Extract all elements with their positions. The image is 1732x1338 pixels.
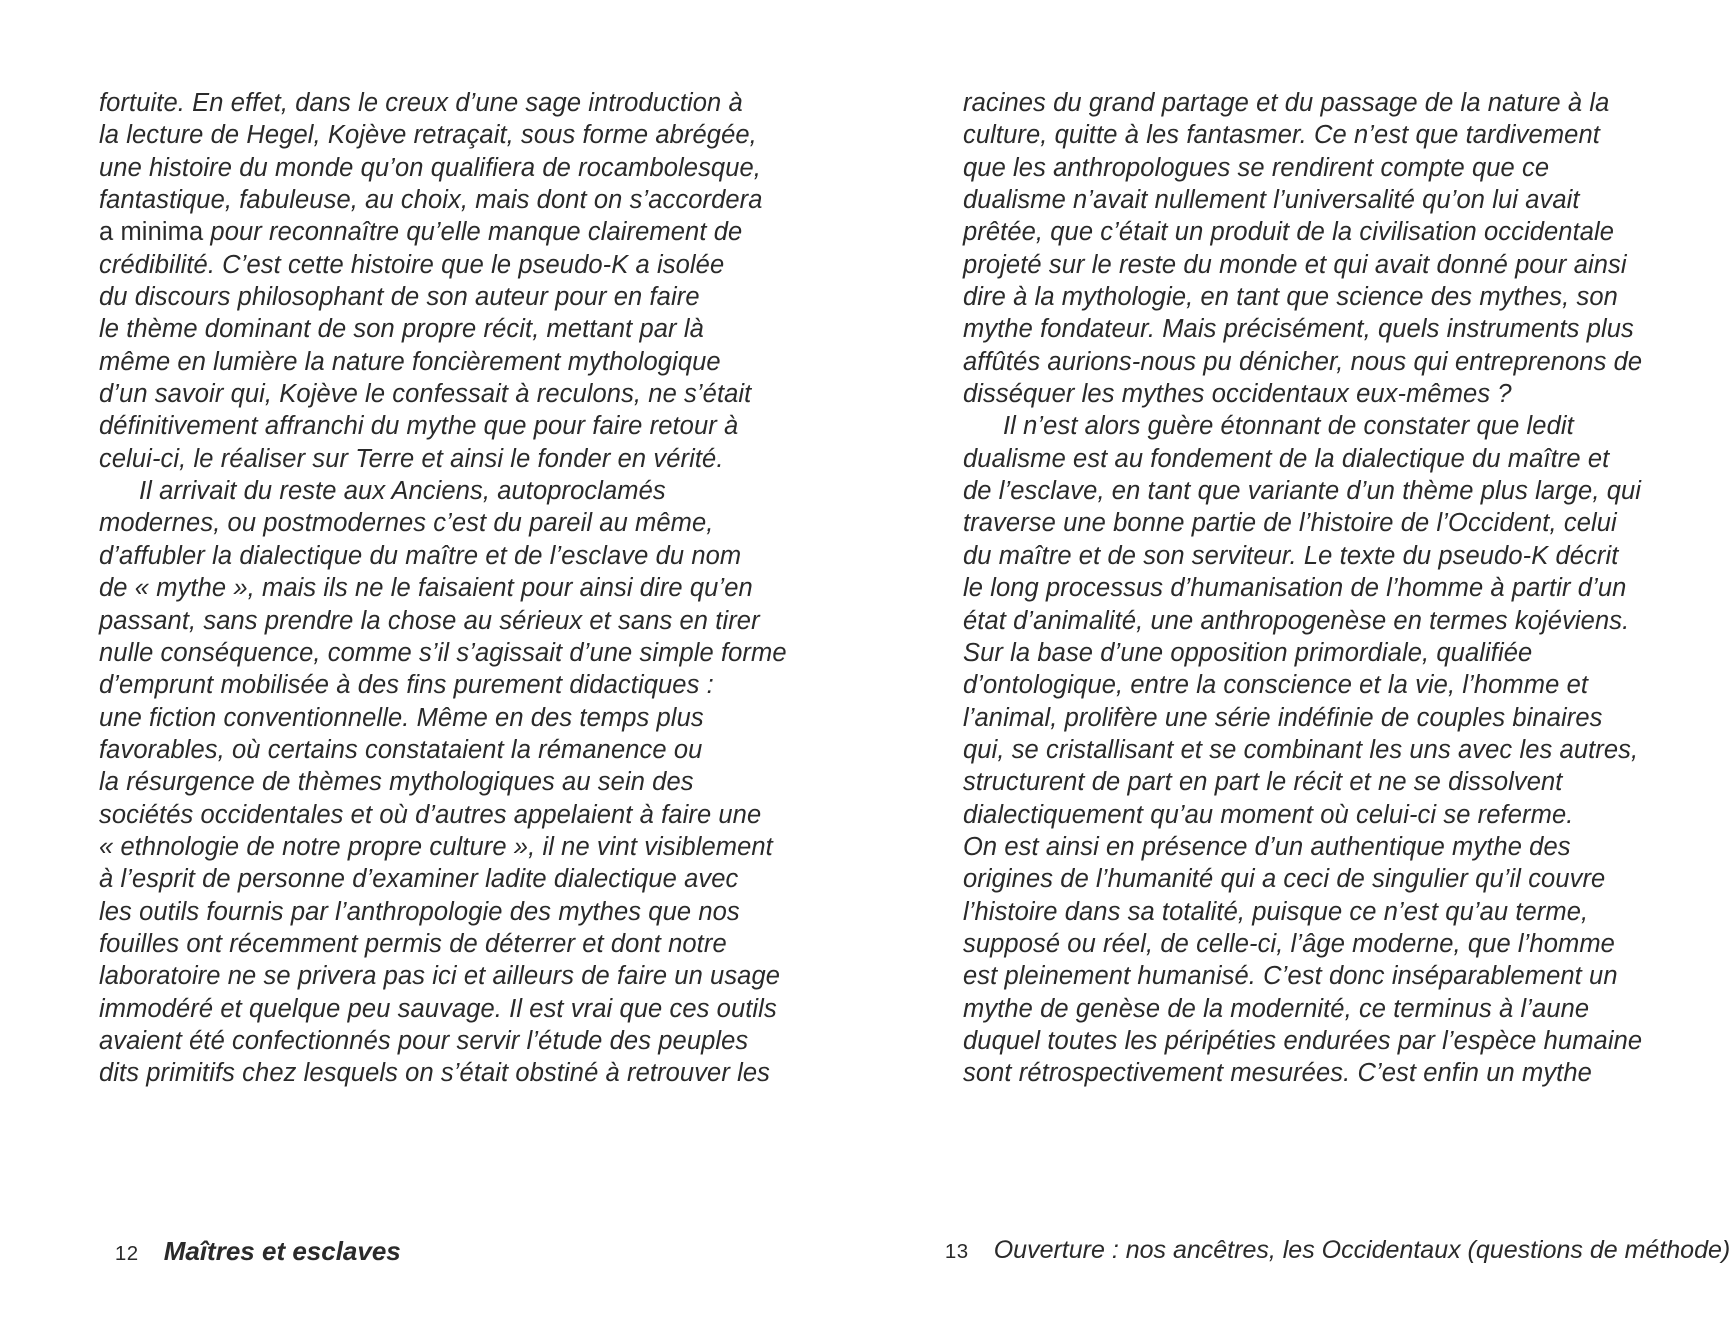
text-line: qui, se cristallisant et se combinant les uns avec les autres, <box>963 735 1639 764</box>
text-line: a minima pour reconnaître qu’elle manque clairement de <box>99 218 743 247</box>
text-line: affûtés aurions-nous pu dénicher, nous qui entreprenons de <box>963 347 1643 376</box>
text-line: dire à la mythologie, en tant que science des mythes, son <box>963 283 1618 312</box>
right-page-footer <box>931 1207 1730 1265</box>
text-line: disséquer les mythes occidentaux eux-mêmes ? <box>963 380 1512 409</box>
text-line: d’un savoir qui, Kojève le confessait à reculons, ne s’était <box>99 380 752 409</box>
text-line: Il arrivait du reste aux Anciens, autoproclamés <box>139 477 666 506</box>
text-line: sociétés occidentales et où d’autres appelaient à faire une <box>99 800 762 829</box>
text-line: dualisme n’avait nullement l’universalité qu’on lui avait <box>963 186 1580 215</box>
text-line: favorables, où certains constataient la rémanence ou <box>99 735 703 764</box>
left-page-footer <box>101 1207 401 1267</box>
text-line: fantastique, fabuleuse, au choix, mais dont on s’accordera <box>99 186 763 215</box>
text-line: état d’animalité, une anthropogenèse en termes kojéviens. <box>963 606 1630 635</box>
text-line: dialectiquement qu’au moment où celui-ci se referme. <box>963 800 1574 829</box>
text-line: la résurgence de thèmes mythologiques au sein des <box>99 768 694 797</box>
text-line: le thème dominant de son propre récit, mettant par là <box>99 315 704 344</box>
text-line: duquel toutes les péripéties endurées par l’espèce humaine <box>963 1026 1643 1055</box>
text-line: nulle conséquence, comme s’il s’agissait d’une simple forme <box>99 638 787 667</box>
text-line: d’affubler la dialectique du maître et de l’esclave du nom <box>99 541 742 570</box>
text-line: On est ainsi en présence d’un authentique mythe des <box>963 832 1571 861</box>
text-line: l’histoire dans sa totalité, puisque ce n’est qu’au terme, <box>963 897 1589 926</box>
roman-emphasis: a minima <box>99 218 204 247</box>
text-line: de « mythe », mais ils ne le faisaient pour ainsi dire qu’en <box>99 574 753 603</box>
text-line: du maître et de son serviteur. Le texte du pseudo-K décrit <box>963 541 1619 570</box>
text-line: celui-ci, le réaliser sur Terre et ainsi le fonder en vérité. <box>99 444 724 473</box>
text-line: supposé ou réel, de celle-ci, l’âge moderne, que l’homme <box>963 929 1615 958</box>
text-line: à l’esprit de personne d’examiner ladite dialectique avec <box>99 865 739 894</box>
text-line: de l’esclave, en tant que variante d’un thème plus large, qui <box>963 477 1642 506</box>
text-line: le long processus d’humanisation de l’homme à partir d’un <box>963 574 1627 603</box>
text-line: origines de l’humanité qui a ceci de singulier qu’il couvre <box>963 865 1606 894</box>
text-line: racines du grand partage et du passage de la nature à la <box>963 89 1610 117</box>
right-page-text <box>963 87 1663 1090</box>
text-line: fortuite. En effet, dans le creux d’une sage introduction à <box>99 89 743 117</box>
text-line: d’ontologique, entre la conscience et la vie, l’homme et <box>963 671 1589 700</box>
text-line: dits primitifs chez lesquels on s’était obstiné à retrouver les <box>99 1059 771 1088</box>
text-line: Sur la base d’une opposition primordiale, qualifiée <box>963 638 1533 667</box>
left-page-text <box>99 87 787 1090</box>
text-line: l’animal, prolifère une série indéfinie de couples binaires <box>963 703 1603 732</box>
text-line: que les anthropologues se rendirent compte que ce <box>963 153 1550 182</box>
text-line: est pleinement humanisé. C’est donc inséparablement un <box>963 962 1618 991</box>
text-line: d’emprunt mobilisée à des fins purement didactiques : <box>99 671 714 700</box>
text-line: définitivement affranchi du mythe que pour faire retour à <box>99 412 739 441</box>
text-line: sont rétrospectivement mesurées. C’est enfin un mythe <box>963 1059 1592 1088</box>
text-line: traverse une bonne partie de l’histoire de l’Occident, celui <box>963 509 1617 538</box>
text-line: Il n’est alors guère étonnant de constater que ledit <box>1003 412 1574 441</box>
text-line: mythe de genèse de la modernité, ce terminus à l’aune <box>963 994 1590 1023</box>
text-line: « ethnologie de notre propre culture », il ne vint visiblement <box>99 832 773 861</box>
text-line: structurent de part en part le récit et ne se dissolvent <box>963 768 1563 797</box>
left-running-title: Maîtres et esclaves <box>163 1236 401 1266</box>
text-line: du discours philosophant de son auteur pour en faire <box>99 283 700 312</box>
text-line: les outils fournis par l’anthropologie des mythes que nos <box>99 897 740 926</box>
right-page-number: 13 <box>944 1240 969 1263</box>
text-line: la lecture de Hegel, Kojève retraçait, sous forme abrégée, <box>99 121 757 150</box>
text-line: fouilles ont récemment permis de déterrer et dont notre <box>99 929 727 958</box>
text-line: modernes, ou postmodernes c’est du pareil au même, <box>99 509 714 538</box>
text-line: crédibilité. C’est cette histoire que le pseudo-K a isolée <box>99 250 725 279</box>
text-line: mythe fondateur. Mais précisément, quels instruments plus <box>963 315 1634 344</box>
text-line: dualisme est au fondement de la dialectique du maître et <box>963 444 1610 473</box>
text-line: avaient été confectionnés pour servir l’étude des peuples <box>99 1026 749 1055</box>
right-running-title: Ouverture : nos ancêtres, les Occidentaux (questions de méthode) <box>993 1236 1731 1264</box>
text-line: une fiction conventionnelle. Même en des temps plus <box>99 703 704 732</box>
left-page-number: 12 <box>114 1242 139 1265</box>
text-line: laboratoire ne se privera pas ici et ailleurs de faire un usage <box>99 962 781 991</box>
text-line: même en lumière la nature foncièrement mythologique <box>99 347 721 376</box>
text-line: passant, sans prendre la chose au sérieux et sans en tirer <box>99 606 760 635</box>
text-line: une histoire du monde qu’on qualifiera de rocambolesque, <box>99 153 761 182</box>
text-line: projeté sur le reste du monde et qui avait donné pour ainsi <box>963 250 1627 279</box>
text-line: immodéré et quelque peu sauvage. Il est vrai que ces outils <box>99 994 777 1023</box>
text-line: prêtée, que c’était un produit de la civilisation occidentale <box>963 218 1615 247</box>
text-line: culture, quitte à les fantasmer. Ce n’est que tardivement <box>963 121 1600 150</box>
